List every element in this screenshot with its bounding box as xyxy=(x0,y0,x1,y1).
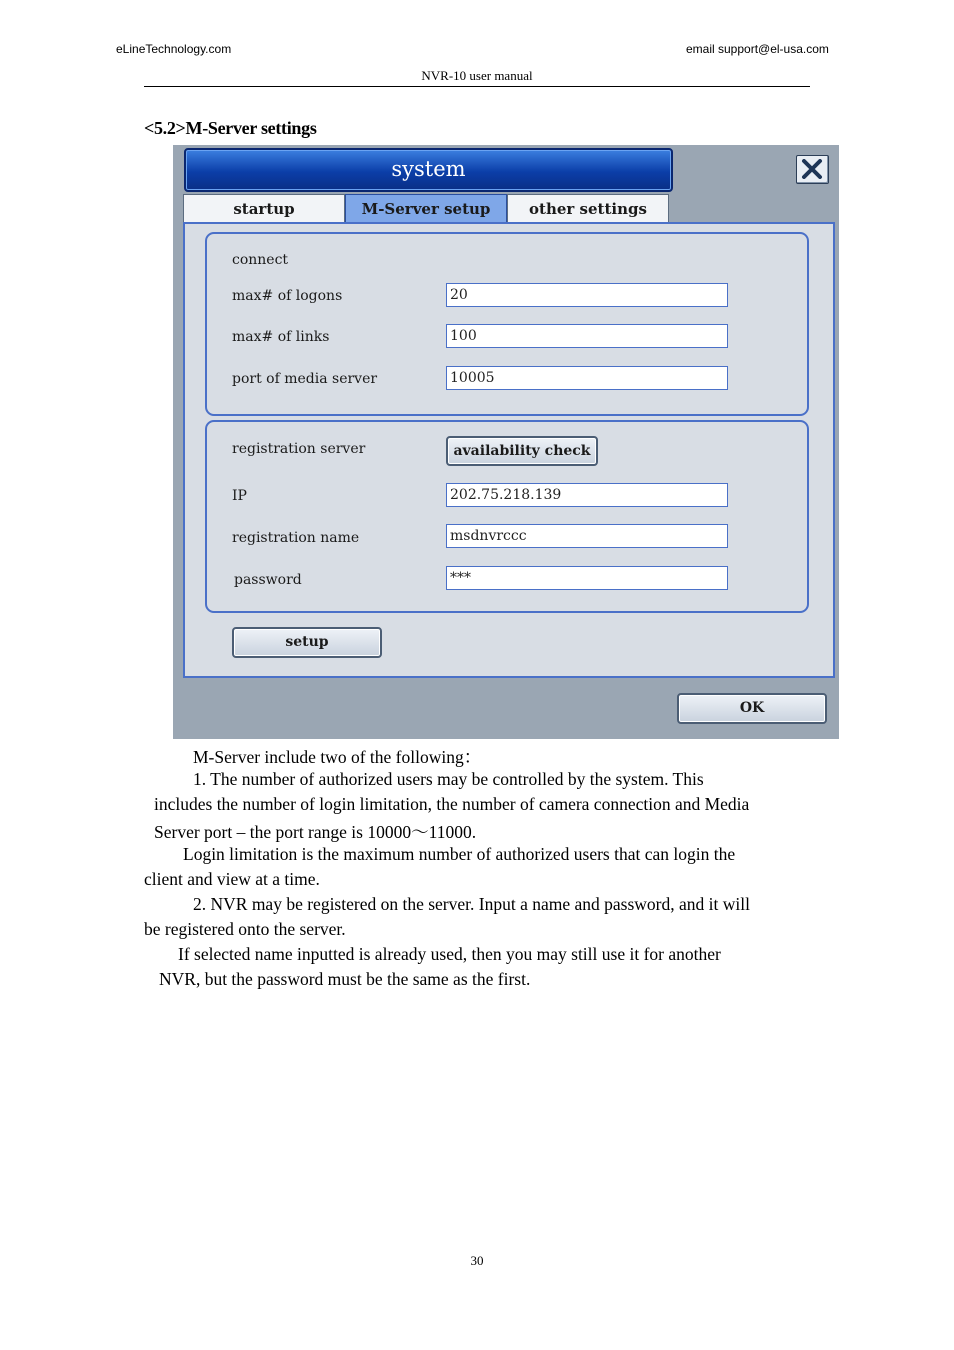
body-line-1: M-Server include two of the following： xyxy=(193,747,482,767)
window-title: system xyxy=(391,157,466,181)
connect-heading: connect xyxy=(232,252,289,268)
max-links-input[interactable]: 100 xyxy=(446,324,728,348)
header-rule xyxy=(144,86,810,87)
window-titlebar xyxy=(184,148,673,192)
ok-button[interactable]: OK xyxy=(677,693,827,724)
header-site: eLineTechnology.com xyxy=(116,42,232,56)
section-title: <5.2>M-Server settings xyxy=(144,118,317,138)
body-line-5: Login limitation is the maximum number of authorized users that can login the xyxy=(183,844,736,864)
availability-check-button[interactable]: availability check xyxy=(446,436,598,466)
media-port-label: port of media server xyxy=(232,371,378,387)
password-label: password xyxy=(234,572,302,588)
connect-group xyxy=(205,232,809,416)
setup-button[interactable]: setup xyxy=(232,627,382,658)
body-line-7: 2. NVR may be registered on the server. Input a name and password, and it will xyxy=(193,894,750,914)
tab-other-settings[interactable]: other settings xyxy=(507,194,669,224)
header-title: NVR-10 user manual xyxy=(421,68,533,83)
body-line-10: NVR, but the password must be the same as the first. xyxy=(159,969,531,989)
body-line-2: 1. The number of authorized users may be controlled by the system. This xyxy=(193,769,704,789)
tab-m-server-setup[interactable]: M-Server setup xyxy=(345,194,507,224)
ip-input[interactable]: 202.75.218.139 xyxy=(446,483,728,507)
registration-group xyxy=(205,420,809,613)
close-icon xyxy=(801,159,823,179)
settings-panel xyxy=(183,222,835,678)
max-links-label: max# of links xyxy=(232,329,330,345)
body-line-4: Server port – the port range is 10000～11000. xyxy=(154,822,477,842)
system-window xyxy=(173,145,839,739)
body-line-3: includes the number of login limitation, the number of camera connection and Media xyxy=(154,794,750,814)
media-port-input[interactable]: 10005 xyxy=(446,366,728,390)
tab-startup[interactable]: startup xyxy=(183,194,345,224)
header-email: email support@el-usa.com xyxy=(686,42,829,56)
max-logons-input[interactable]: 20 xyxy=(446,283,728,307)
max-logons-label: max# of logons xyxy=(232,288,343,304)
body-line-6: client and view at a time. xyxy=(144,869,320,889)
body-line-8: be registered onto the server. xyxy=(144,919,346,939)
close-button[interactable] xyxy=(796,155,829,184)
page-number: 30 xyxy=(470,1253,484,1268)
body-line-9: If selected name inputted is already used, then you may still use it for another xyxy=(178,944,721,964)
password-input[interactable]: *** xyxy=(446,566,728,590)
ip-label: IP xyxy=(232,488,247,504)
registration-server-label: registration server xyxy=(232,441,366,457)
registration-name-label: registration name xyxy=(232,530,360,546)
registration-name-input[interactable]: msdnvrccc xyxy=(446,524,728,548)
